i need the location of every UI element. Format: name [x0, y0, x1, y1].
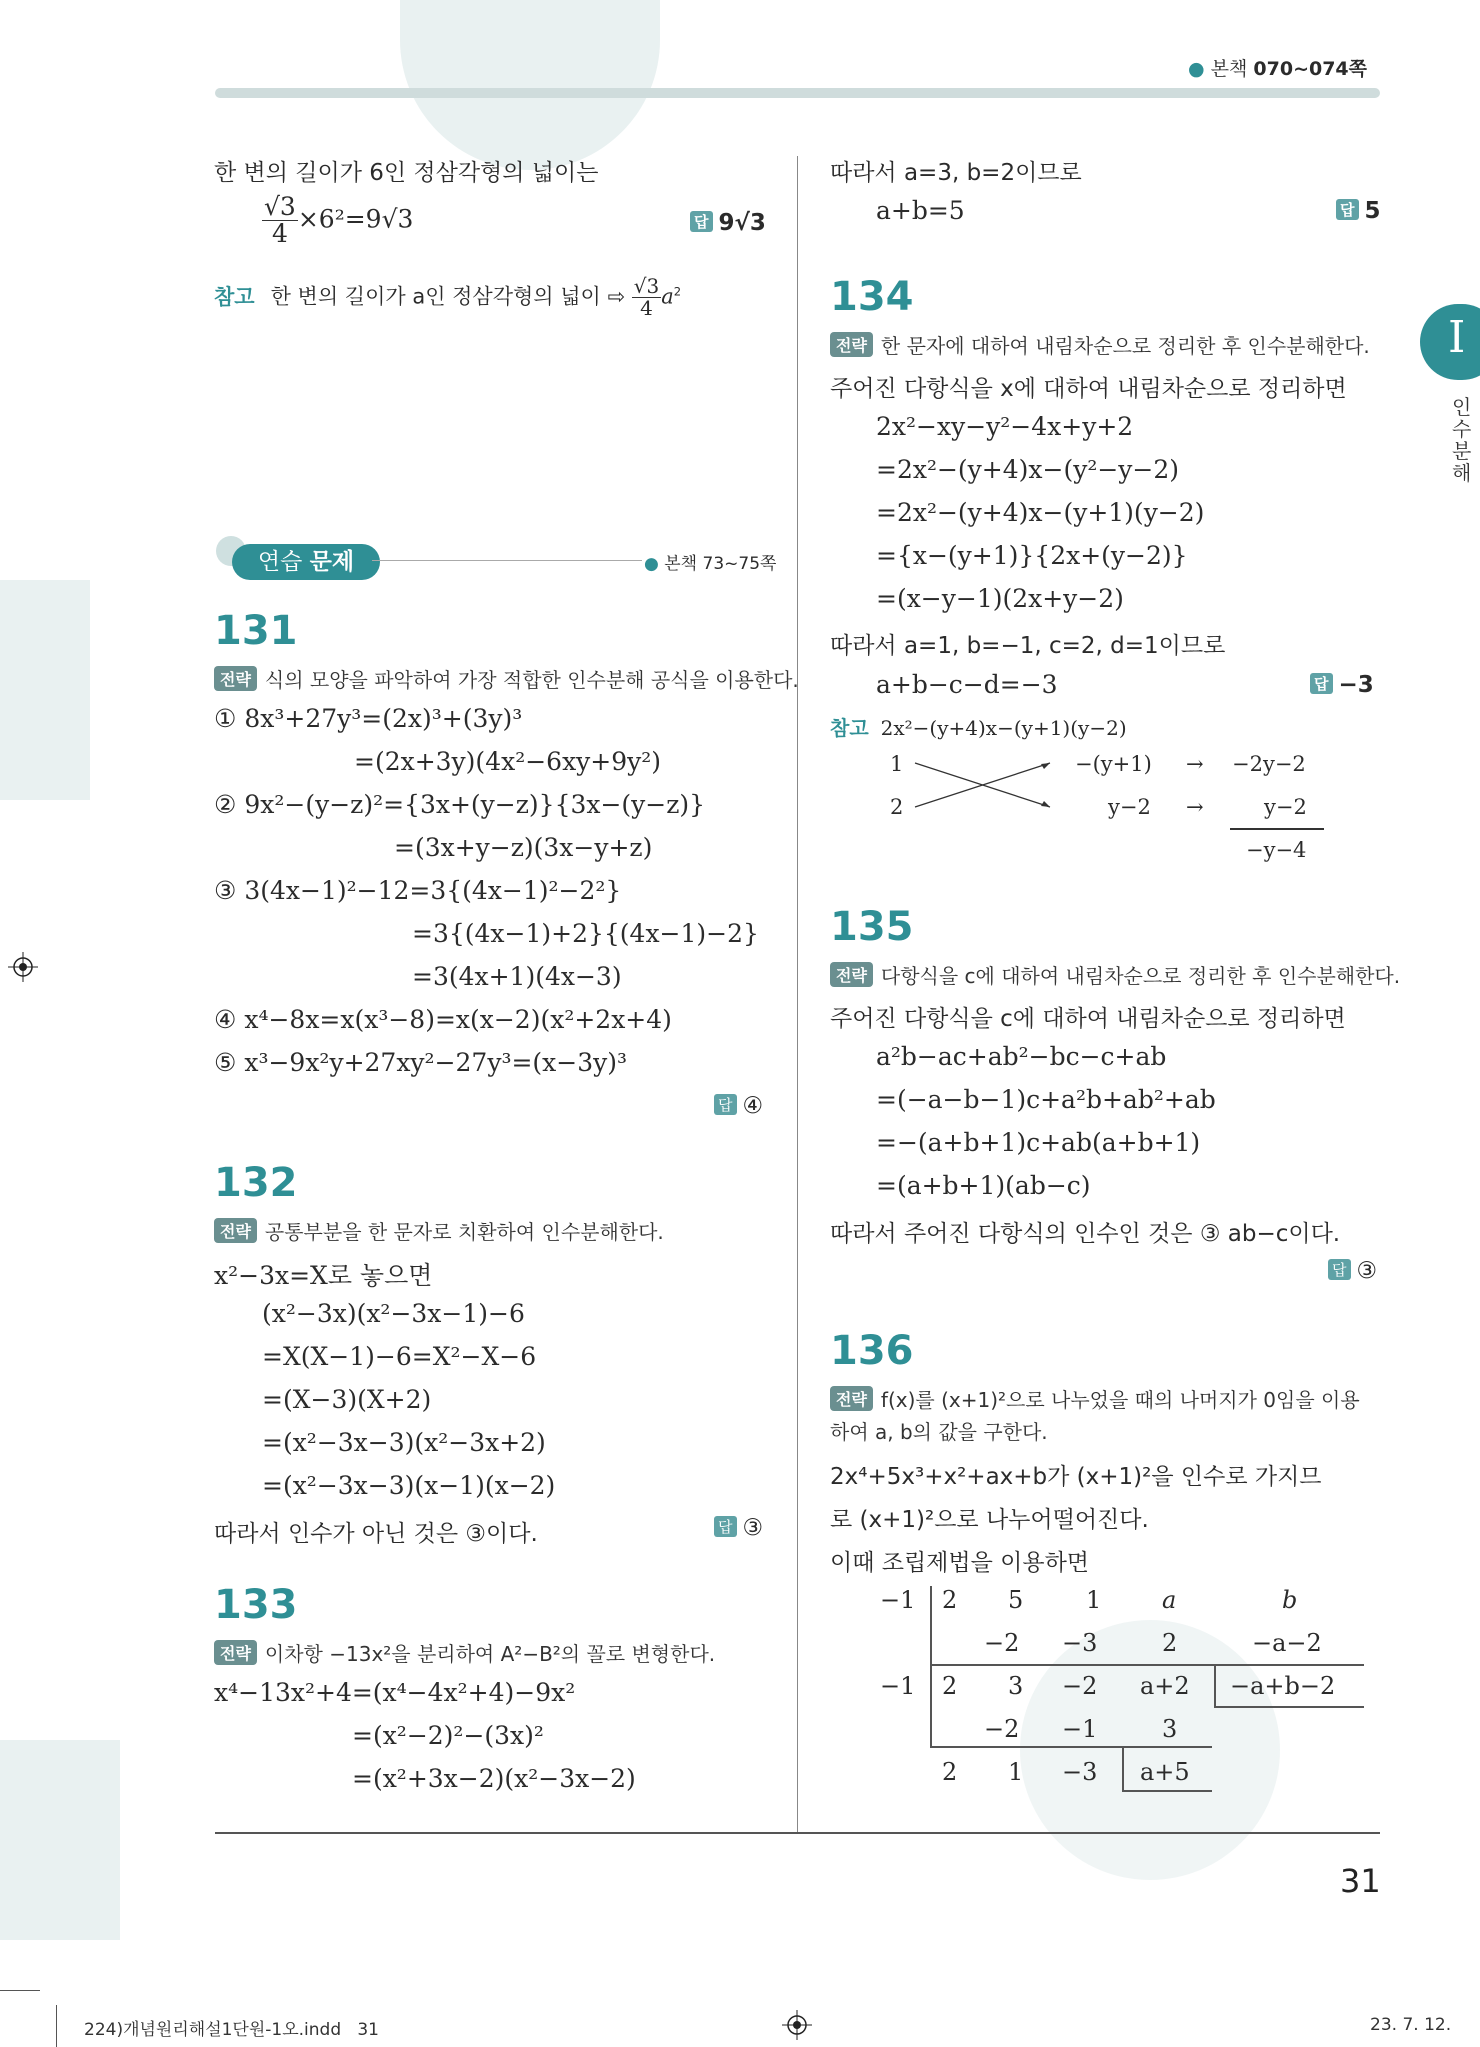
footer-trim-line [0, 1990, 40, 1991]
solution-line: 2x²−xy−y²−4x+y+2 [876, 412, 1134, 441]
section-ref: ● 본책 73~75쪽 [644, 554, 777, 574]
section-heading: 연습 문제 [216, 536, 366, 584]
solution-line: x⁴−13x²+4=(x⁴−4x²+4)−9x² [214, 1678, 576, 1707]
strategy-text: 전략 식의 모양을 파악하여 가장 적합한 인수분해 공식을 이용한다. [214, 664, 799, 693]
cross-mid-top: −(y+1) [1075, 752, 1152, 776]
solution-line: 따라서 인수가 아닌 것은 ③이다. [214, 1521, 538, 1547]
solution-line: =(x²−3x−3)(x−1)(x−2) [262, 1471, 556, 1500]
solution-line: =−(a+b+1)c+ab(a+b+1) [876, 1128, 1201, 1157]
syn-cell: a [1162, 1586, 1177, 1614]
cross-sum: −y−4 [1246, 838, 1307, 862]
watermark-shape [400, 0, 660, 170]
problem-number: 131 [214, 608, 298, 654]
header-page-ref: ● 본책 070~074쪽 [1188, 58, 1368, 80]
cross-left-bottom: 2 [890, 795, 904, 819]
footer-date: 23. 7. 12. [1370, 2015, 1452, 2035]
solution-line: 따라서 a=3, b=2이므로 [830, 160, 1082, 186]
syn-cell: 2 [942, 1586, 958, 1614]
solution-line: =(a+b+1)(ab−c) [876, 1171, 1091, 1200]
syn-cell: −3 [1062, 1758, 1098, 1786]
syn-cell: 2 [942, 1758, 958, 1786]
syn-cell: −1 [880, 1672, 916, 1700]
problem-number: 134 [830, 274, 914, 320]
registration-mark-icon [782, 2010, 812, 2040]
watermark-shape [0, 1740, 120, 1940]
answer: 답 ③ [1328, 1258, 1377, 1284]
solution-line: a²b−ac+ab²−bc−c+ab [876, 1042, 1167, 1071]
solution-line: (x²−3x)(x²−3x−1)−6 [262, 1299, 525, 1328]
syn-line [1122, 1746, 1124, 1790]
solution-line: =(x−y−1)(2x+y−2) [876, 584, 1124, 613]
answer: 답 5 [1336, 198, 1381, 224]
intro-text: 한 변의 길이가 6인 정삼각형의 넓이는 [214, 160, 599, 186]
cross-left-top: 1 [890, 752, 904, 776]
syn-cell: 2 [942, 1672, 958, 1700]
strategy-text: 전략 f(x)를 (x+1)²으로 나누었을 때의 나머지가 0임을 이용 [830, 1384, 1360, 1413]
cross-sum-line [1230, 828, 1324, 830]
answer: 답 ③ [714, 1515, 763, 1541]
cross-mid-bottom: y−2 [1108, 795, 1151, 819]
solution-line: =2x²−(y+4)x−(y²−y−2) [876, 455, 1180, 484]
syn-cell: 3 [1162, 1715, 1178, 1743]
solution-line: ={x−(y+1)}{2x+(y−2)} [876, 541, 1188, 570]
solution-line: 주어진 다항식을 x에 대하여 내림차순으로 정리하면 [830, 376, 1347, 402]
solution-line: =2x²−(y+4)x−(y+1)(y−2) [876, 498, 1205, 527]
solution-line: =3{(4x−1)+2}{(4x−1)−2} [412, 919, 759, 948]
page-number: 31 [1340, 1862, 1381, 1900]
solution-line: =X(X−1)−6=X²−X−6 [262, 1342, 537, 1371]
solution-line: 로 (x+1)²으로 나누어떨어진다. [830, 1507, 1149, 1533]
syn-line [1214, 1664, 1216, 1706]
cross-right-top: −2y−2 [1232, 752, 1306, 776]
solution-line: x²−3x=X로 놓으면 [214, 1261, 433, 1290]
chapter-roman: I [1448, 312, 1466, 363]
problem-number: 133 [214, 1582, 298, 1628]
chapter-label: 인수분해 [1452, 395, 1472, 485]
syn-line [930, 1746, 1212, 1748]
header-bar [215, 88, 1380, 98]
syn-cell: a+5 [1140, 1758, 1190, 1786]
solution-line: ④ x⁴−8x=x(x³−8)=x(x−2)(x²+2x+4) [214, 1005, 672, 1034]
strategy-text: 전략 한 문자에 대하여 내림차순으로 정리한 후 인수분해한다. [830, 330, 1370, 359]
syn-cell: 1 [1086, 1586, 1102, 1614]
syn-cell: −1 [1062, 1715, 1098, 1743]
solution-line: ② 9x²−(y−z)²={3x+(y−z)}{3x−(y−z)} [214, 790, 706, 819]
syn-cell: −a+b−2 [1230, 1672, 1336, 1700]
syn-cell: 2 [1162, 1629, 1178, 1657]
answer: 답 −3 [1310, 672, 1374, 698]
strategy-text: 전략 공통부분을 한 문자로 치환하여 인수분해한다. [214, 1216, 664, 1245]
strategy-text: 전략 이차항 −13x²을 분리하여 A²−B²의 꼴로 변형한다. [214, 1638, 715, 1667]
solution-line: 이때 조립제법을 이용하면 [830, 1550, 1090, 1576]
syn-line [930, 1664, 1364, 1666]
solution-line: ⑤ x³−9x²y+27xy²−27y³=(x−3y)³ [214, 1048, 628, 1077]
arrow-icon: → [1186, 752, 1204, 776]
syn-line [1214, 1706, 1364, 1708]
solution-line: 주어진 다항식을 c에 대하여 내림차순으로 정리하면 [830, 1006, 1346, 1032]
solution-line: 2x⁴+5x³+x²+ax+b가 (x+1)²을 인수로 가지므 [830, 1464, 1322, 1490]
syn-cell: −2 [984, 1715, 1020, 1743]
solution-line: =(3x+y−z)(3x−y+z) [394, 833, 653, 862]
cross-lines [910, 755, 1060, 815]
syn-cell: −a−2 [1252, 1629, 1322, 1657]
solution-line: =(2x+3y)(4x²−6xy+9y²) [354, 747, 662, 776]
footer-trim-line [56, 2005, 57, 2047]
problem-number: 132 [214, 1160, 298, 1206]
cross-right-bottom: y−2 [1264, 795, 1307, 819]
syn-cell: −2 [984, 1629, 1020, 1657]
note: 참고 2x²−(y+4)x−(y+1)(y−2) [830, 716, 1127, 740]
syn-cell: 1 [1008, 1758, 1024, 1786]
answer: 답 ④ [714, 1093, 763, 1119]
solution-line: 따라서 a=1, b=−1, c=2, d=1이므로 [830, 633, 1226, 659]
solution-line: ③ 3(4x−1)²−12=3{(4x−1)²−2²} [214, 876, 622, 905]
solution-line: =(x²−2)²−(3x)² [352, 1721, 544, 1750]
solution-line: =(X−3)(X+2) [262, 1385, 432, 1414]
solution-line: ① 8x³+27y³=(2x)³+(3y)³ [214, 704, 523, 733]
registration-mark-icon [8, 952, 38, 982]
solution-line: a+b−c−d=−3 [876, 670, 1058, 699]
arrow-icon: → [1186, 795, 1204, 819]
syn-cell: 5 [1008, 1586, 1024, 1614]
syn-cell: a+2 [1140, 1672, 1190, 1700]
section-heading-line [372, 560, 642, 561]
problem-number: 135 [830, 904, 914, 950]
syn-cell: −1 [880, 1586, 916, 1614]
watermark-shape [1020, 1620, 1280, 1880]
footer-file: 224)개념원리해설1단원-1오.indd 31 [84, 2020, 379, 2040]
solution-line: =3(4x+1)(4x−3) [412, 962, 622, 991]
syn-cell: −2 [1062, 1672, 1098, 1700]
solution-line: =(−a−b−1)c+a²b+ab²+ab [876, 1085, 1216, 1114]
solution-line: =(x²−3x−3)(x²−3x+2) [262, 1428, 546, 1457]
syn-cell: b [1282, 1586, 1298, 1614]
intro-note: 참고 한 변의 길이가 a인 정삼각형의 넓이 ⇨ $\frac{√3}{4}$ $a^2$ [214, 274, 682, 320]
watermark-shape [0, 580, 90, 800]
solution-line: 따라서 주어진 다항식의 인수인 것은 ③ ab−c이다. [830, 1221, 1341, 1247]
syn-line [930, 1586, 932, 1748]
strategy-text: 전략 다항식을 c에 대하여 내림차순으로 정리한 후 인수분해한다. [830, 960, 1400, 989]
intro-answer: 답 9√3 [690, 210, 766, 236]
footer-rule [215, 1832, 1380, 1834]
syn-line [1122, 1790, 1212, 1792]
intro-equation: $\frac{√3}{4}$ ×6²=9√3 [264, 192, 414, 249]
syn-cell: −3 [1062, 1629, 1098, 1657]
syn-cell: 3 [1008, 1672, 1024, 1700]
strategy-text: 하여 a, b의 값을 구한다. [830, 1420, 1048, 1444]
solution-line: a+b=5 [876, 196, 965, 225]
column-divider [797, 156, 798, 1832]
solution-line: =(x²+3x−2)(x²−3x−2) [352, 1764, 636, 1793]
problem-number: 136 [830, 1328, 914, 1374]
